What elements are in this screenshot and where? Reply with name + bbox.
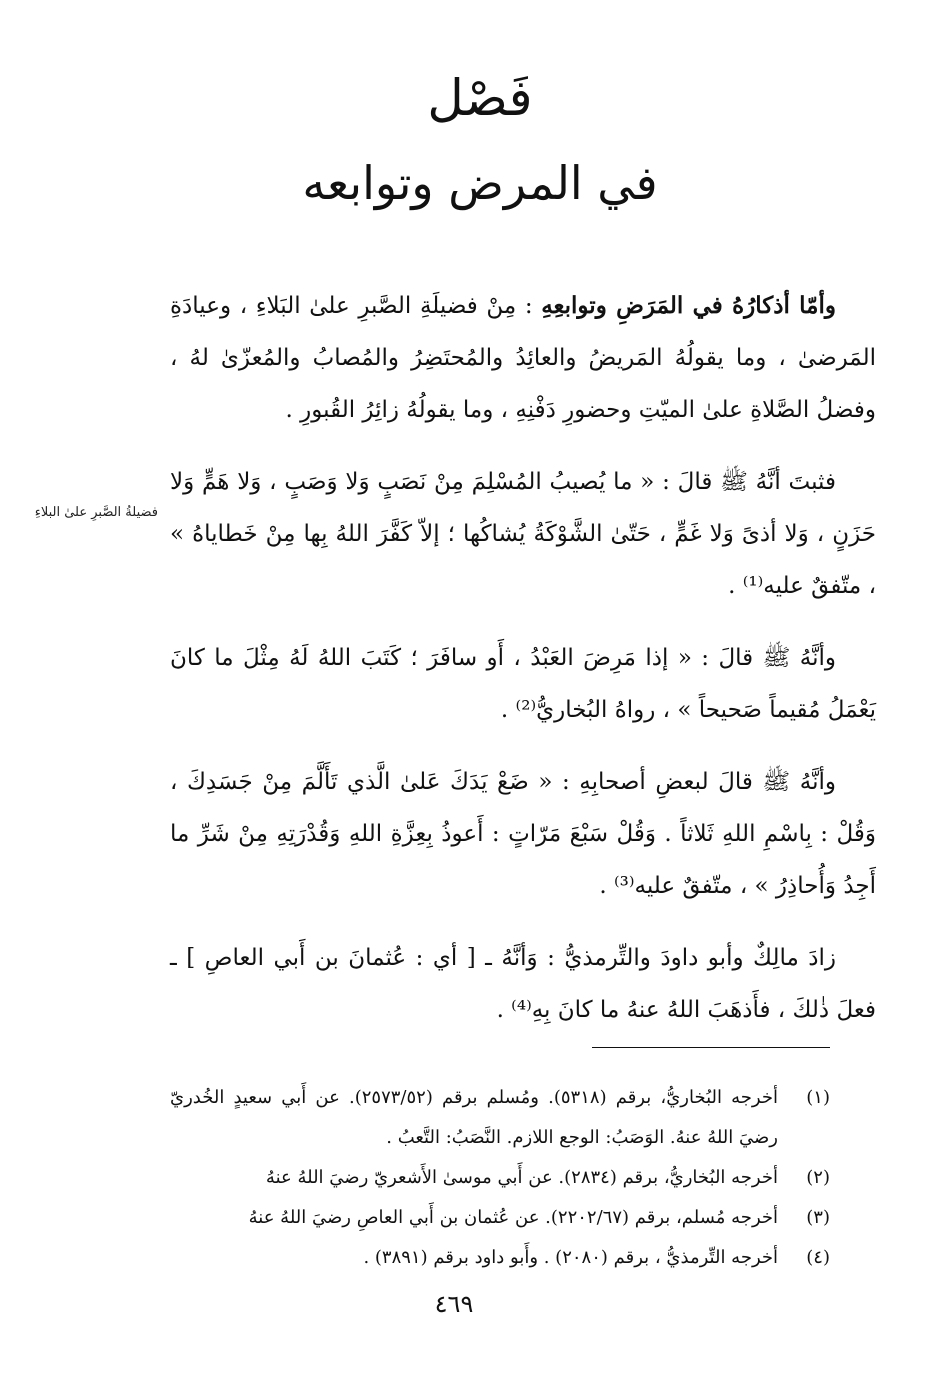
footnote [170,1238,830,1278]
paragraph-1: فثبتَ أنَّهُ ﷺ قالَ : « ما يُصيبُ المُسْلِمَ مِنْ نَصَبٍ وَلا وَصَبٍ ، وَلا هَمٍّ وَلا حَزَنٍ ، وَلا أذىً وَلا غَمٍّ ، حَتّىٰ الشَّوْكَةُ يُشاكُها ؛ إلاّ كَفَّرَ اللهُ بِها مِنْ خَطاياهُ » ، متّفقٌ عليه⁽¹⁾ . [170,469,876,599]
footnote-divider [592,1047,830,1048]
paragraph-2: وأنَّهُ ﷺ قالَ : « إذا مَرِضَ العَبْدُ ، أَو سافَرَ ؛ كَتَبَ اللهُ لَهُ مِثْلَ ما كانَ يَعْمَلُ مُقيماً صَحيحاً » ، رواهُ البُخاريُّ⁽²⁾ . [170,645,876,723]
chapter-title: فَصْل [427,69,533,127]
margin-note: فضيلةُ الصَّبرِ علىٰ البلاءِ [34,505,158,520]
footnote-number: (٢) [806,1167,830,1188]
paragraph-4: زادَ مالِكٌ وأبو داودَ والتِّرمذيُّ : وَأنَّهُ ـ [ أي : عُثمانَ بن أَبي العاصِ ] ـ فعلَ ذٰلكَ ، فأَذهَبَ اللهُ عنهُ ما كانَ بِهِ⁽⁴⁾ . [170,945,876,1023]
chapter-heading [300,58,660,222]
intro-text: : مِنْ فضيلَةِ الصَّبرِ علىٰ البَلاءِ ، وعيادَةِ المَرضىٰ ، وما يقولُهُ المَريضُ والعائِدُ والمُحتَضِرُ والمُصابُ والمُعزّىٰ لهُ ، وفضلُ الصَّلاةِ علىٰ الميّتِ وحضورِ دَفْنِهِ ، وما يقولُهُ زائِرُ القُبورِ . [170,293,876,423]
intro-paragraph [170,280,876,436]
footnote [170,1078,830,1158]
intro-lead: وأمّا أذكارُهُ في المَرَضِ وتوابعِهِ [541,292,836,319]
footnote [170,1198,830,1238]
page-number: ٤٦٩ [434,1290,474,1318]
chapter-subtitle: في المرض وتوابعه [302,156,658,210]
paragraph-3: وأنَّهُ ﷺ قالَ لبعضِ أصحابِهِ : « ضَعْ يَدَكَ عَلىٰ الَّذي تَأَلَّمَ مِنْ جَسَدِكَ ، وَقُلْ : بِاسْمِ اللهِ ثَلاثاً . وَقُلْ سَبْعَ مَرّاتٍ : أَعوذُ بِعِزَّةِ اللهِ وَقُدْرَتِهِ مِنْ شَرِّ ما أَجِدُ وَأُحاذِرُ » ، متّفقٌ عليه⁽³⁾ . [170,769,876,899]
footnote-text: أخرجه مُسلم، برقم (٢٢٠٢/٦٧). عن عُثمان بن أَبي العاصِ رضيَ اللهُ عنهُ [248,1207,778,1228]
footnote [170,1158,830,1198]
footnote-text: أخرجه البُخاريُّ، برقم (٥٣١٨). ومُسلم برقم (٢٥٧٣/٥٢). عن أَبي سعيدٍ الخُدريّ رضيَ اللهُ عنهُ. الوَصَبُ: الوجع اللازم. النَّصَبُ: التَّعبُ . [170,1087,778,1148]
footnote-number: (١) [806,1087,830,1108]
footnotes [170,1078,830,1278]
footnote-text: أخرجه البُخاريُّ، برقم (٢٨٣٤). عن أَبي موسىٰ الأَشعريّ رضيَ اللهُ عنهُ [265,1167,778,1188]
main-text [170,280,876,1056]
footnote-text: أخرجه التِّرمذيُّ ، برقم (٢٠٨٠) . وأَبو داود برقم (٣٨٩١) . [363,1247,778,1268]
footnote-number: (٣) [806,1207,830,1228]
footnote-number: (٤) [806,1247,830,1268]
